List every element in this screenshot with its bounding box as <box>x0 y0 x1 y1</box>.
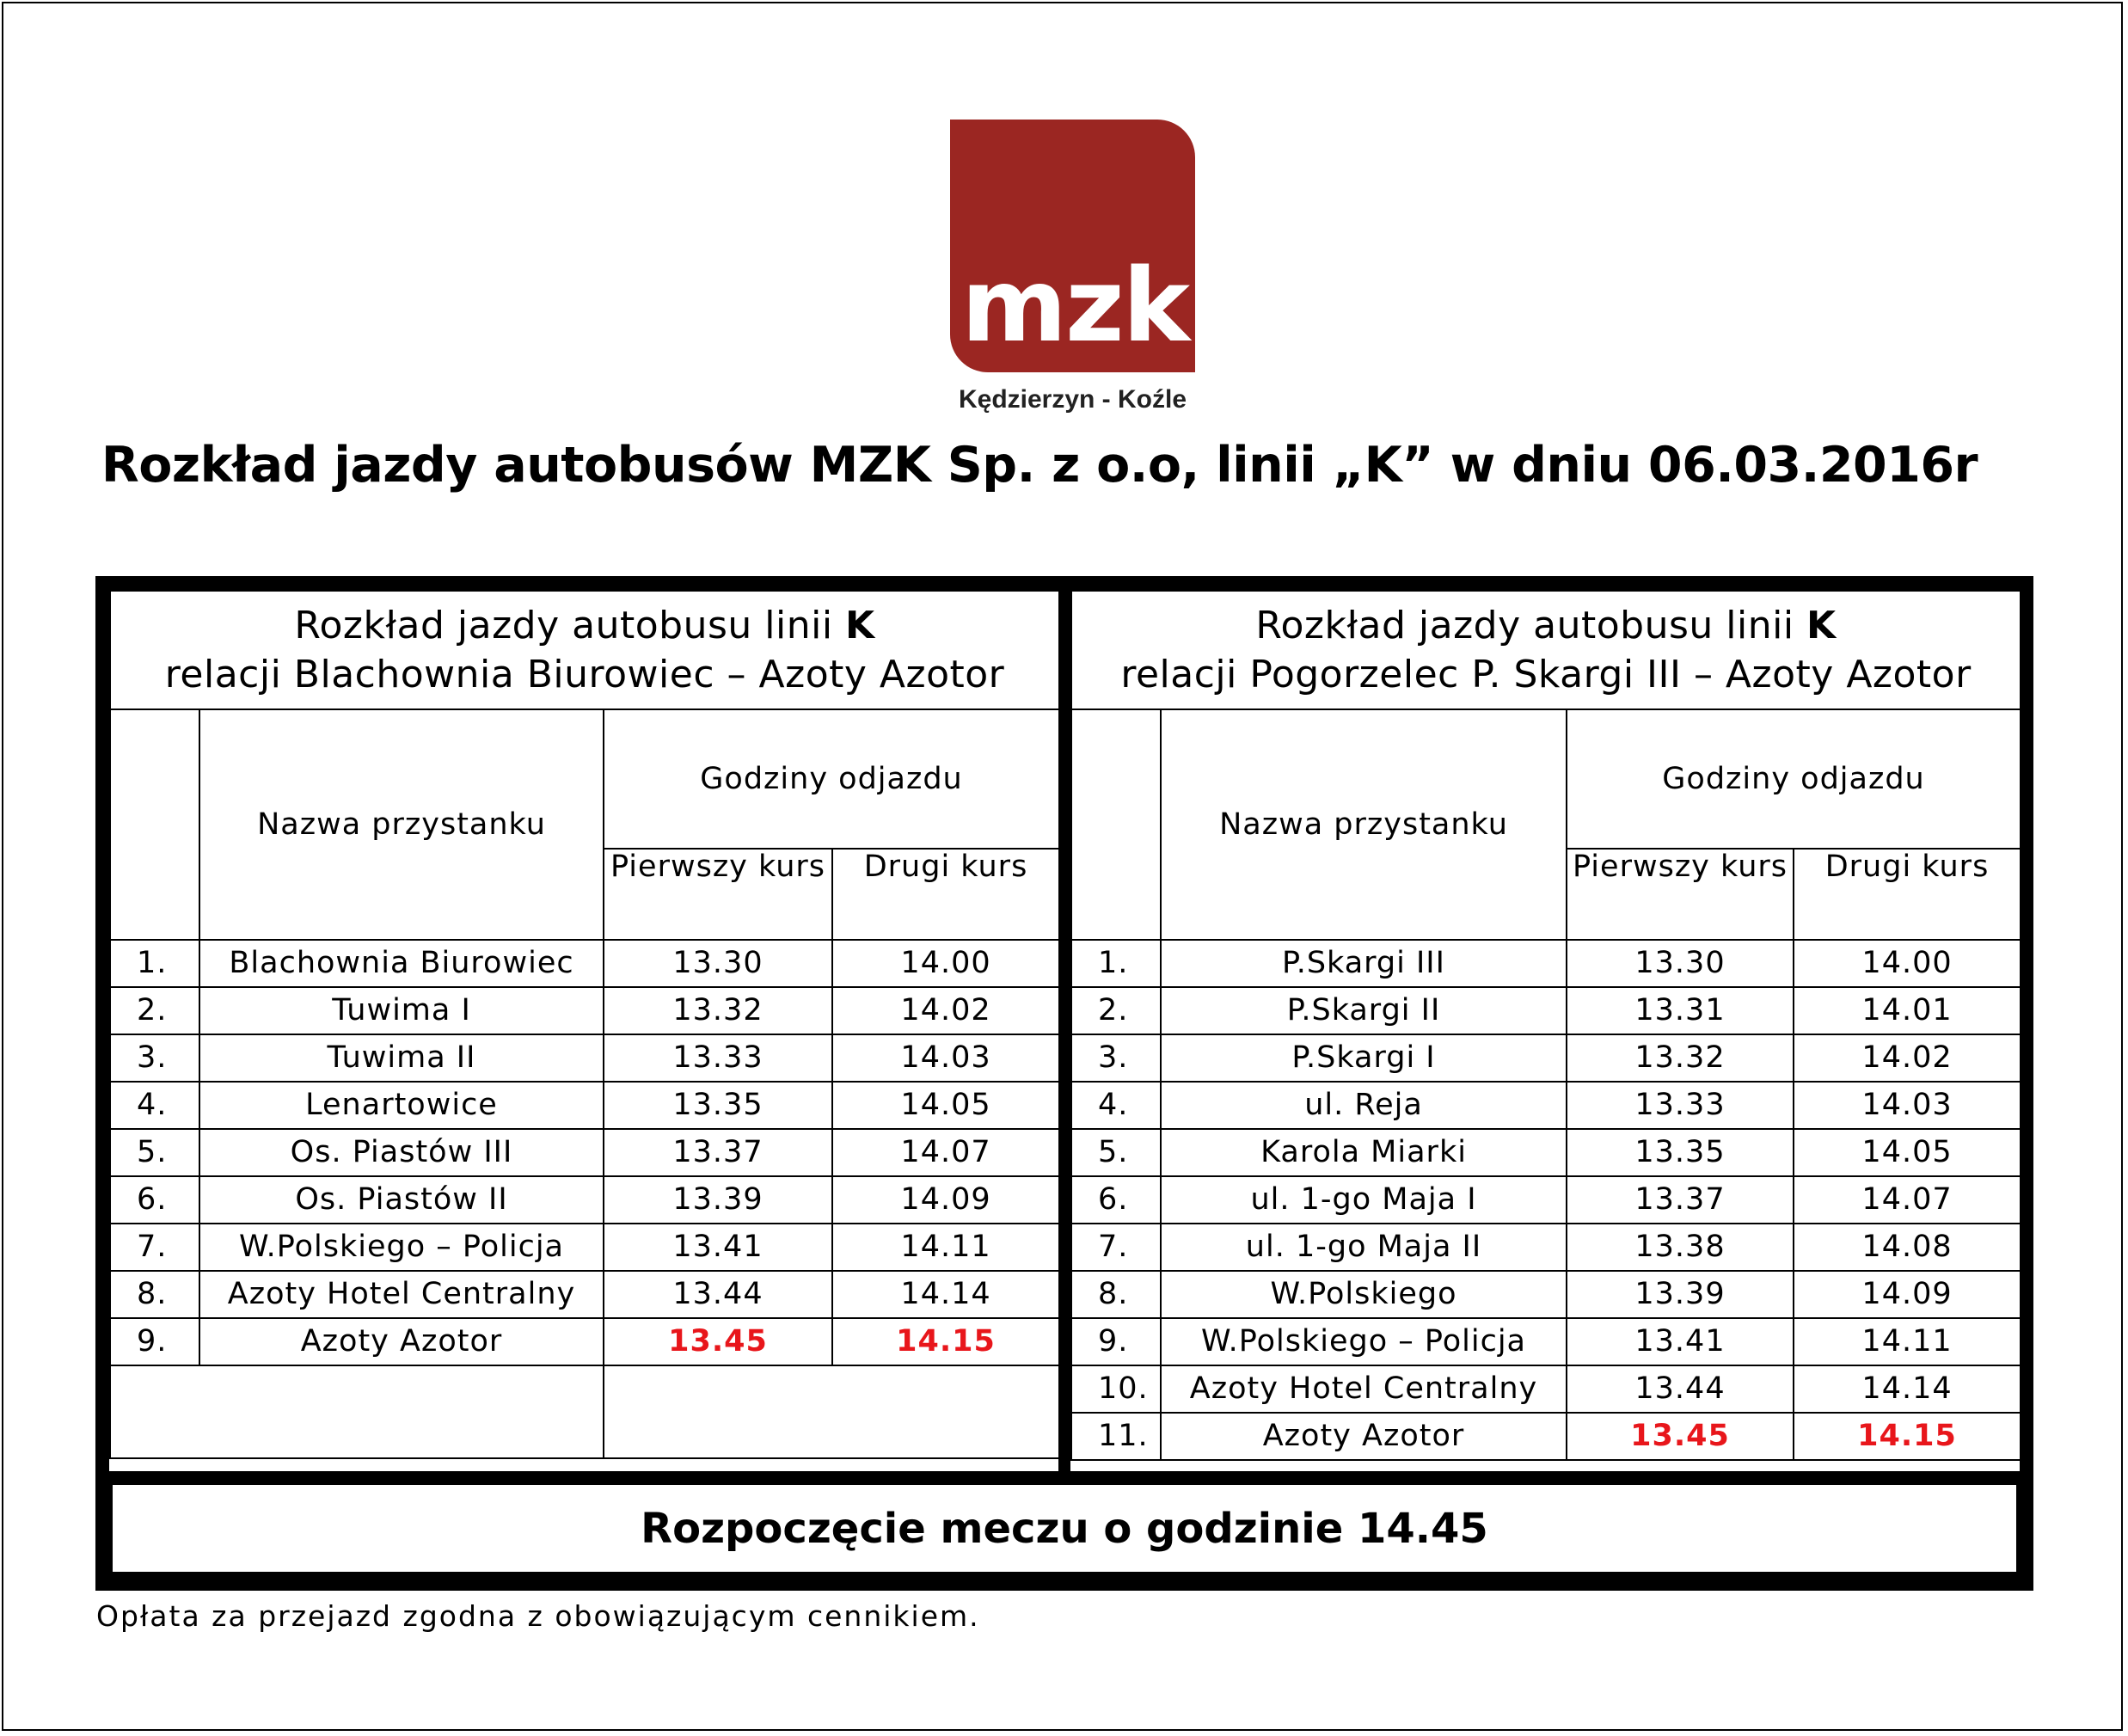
right-col-no <box>1071 709 1161 940</box>
first-departure: 13.35 <box>1567 1129 1794 1176</box>
first-departure: 13.31 <box>1567 987 1794 1034</box>
stop-name: ul. 1-go Maja II <box>1161 1224 1567 1271</box>
row-number: 6. <box>1071 1176 1161 1224</box>
first-departure: 13.45 <box>604 1318 832 1365</box>
row-number: 7. <box>1071 1224 1161 1271</box>
stop-name: Os. Piastów II <box>199 1176 604 1224</box>
stop-name: Azoty Hotel Centralny <box>1161 1365 1567 1413</box>
right-heading-line-letter: K <box>1806 603 1837 647</box>
left-col-second: Drugi kurs <box>832 849 1059 940</box>
stop-name: P.Skargi III <box>1161 940 1567 987</box>
first-departure: 13.39 <box>1567 1271 1794 1318</box>
first-departure: 13.32 <box>604 987 832 1034</box>
row-number: 5. <box>1071 1129 1161 1176</box>
table-row <box>110 987 1059 1034</box>
row-number: 3. <box>110 1034 199 1082</box>
first-departure: 13.44 <box>1567 1365 1794 1413</box>
second-departure: 14.03 <box>1794 1082 2021 1129</box>
stop-name: Blachownia Biurowiec <box>199 940 604 987</box>
first-departure: 13.37 <box>604 1129 832 1176</box>
table-row <box>1071 1271 2021 1318</box>
table-row <box>1071 1129 2021 1176</box>
row-number: 2. <box>110 987 199 1034</box>
second-departure: 14.05 <box>832 1082 1059 1129</box>
row-number: 8. <box>1071 1271 1161 1318</box>
second-departure: 14.08 <box>1794 1224 2021 1271</box>
row-number: 4. <box>110 1082 199 1129</box>
left-empty-cell-times <box>604 1365 1059 1458</box>
first-departure: 13.32 <box>1567 1034 1794 1082</box>
second-departure: 14.09 <box>832 1176 1059 1224</box>
second-departure: 14.07 <box>832 1129 1059 1176</box>
right-col-times: Godziny odjazdu <box>1567 709 2021 849</box>
left-col-no <box>110 709 199 940</box>
row-number: 5. <box>110 1129 199 1176</box>
first-departure: 13.45 <box>1567 1413 1794 1460</box>
first-departure: 13.33 <box>1567 1082 1794 1129</box>
stop-name: Tuwima I <box>199 987 604 1034</box>
logo-subtitle: Kędzierzyn - Koźle <box>958 385 1187 414</box>
table-row <box>110 1176 1059 1224</box>
stop-name: W.Polskiego – Policja <box>199 1224 604 1271</box>
table-row <box>1071 1082 2021 1129</box>
stop-name: ul. 1-go Maja I <box>1161 1176 1567 1224</box>
page-title: Rozkład jazdy autobusów MZK Sp. z o.o, linii „K” w dniu 06.03.2016r <box>101 437 1978 494</box>
left-heading-line-letter: K <box>845 603 875 647</box>
row-number: 1. <box>1071 940 1161 987</box>
second-departure: 14.00 <box>832 940 1059 987</box>
second-departure: 14.15 <box>1794 1413 2021 1460</box>
stop-name: Azoty Azotor <box>199 1318 604 1365</box>
row-number: 11. <box>1071 1413 1161 1460</box>
row-number: 1. <box>110 940 199 987</box>
row-number: 2. <box>1071 987 1161 1034</box>
second-departure: 14.07 <box>1794 1176 2021 1224</box>
second-departure: 14.03 <box>832 1034 1059 1082</box>
fare-note: Opłata za przejazd zgodna z obowiązującym cennikiem. <box>96 1599 980 1633</box>
row-number: 6. <box>110 1176 199 1224</box>
right-col-first: Pierwszy kurs <box>1567 849 1794 940</box>
right-schedule-table <box>1070 590 2021 1461</box>
stop-name: Lenartowice <box>199 1082 604 1129</box>
table-row <box>1071 1034 2021 1082</box>
stop-name: Karola Miarki <box>1161 1129 1567 1176</box>
second-departure: 14.11 <box>832 1224 1059 1271</box>
second-departure: 14.02 <box>832 987 1059 1034</box>
left-panel <box>109 590 1058 1471</box>
stop-name: Tuwima II <box>199 1034 604 1082</box>
right-heading-line2: relacji Pogorzelec P. Skargi III – Azoty Azotor <box>1120 653 1972 696</box>
first-departure: 13.30 <box>1567 940 1794 987</box>
second-departure: 14.09 <box>1794 1271 2021 1318</box>
row-number: 3. <box>1071 1034 1161 1082</box>
table-row <box>1071 1176 2021 1224</box>
left-heading <box>110 591 1059 709</box>
table-row <box>110 1082 1059 1129</box>
stop-name: Azoty Hotel Centralny <box>199 1271 604 1318</box>
row-number: 7. <box>110 1224 199 1271</box>
stop-name: W.Polskiego <box>1161 1271 1567 1318</box>
row-number: 9. <box>1071 1318 1161 1365</box>
table-row <box>1071 987 2021 1034</box>
first-departure: 13.37 <box>1567 1176 1794 1224</box>
table-row <box>1071 940 2021 987</box>
first-departure: 13.30 <box>604 940 832 987</box>
first-departure: 13.41 <box>604 1224 832 1271</box>
stop-name: P.Skargi I <box>1161 1034 1567 1082</box>
table-row <box>1071 1365 2021 1413</box>
stop-name: Os. Piastów III <box>199 1129 604 1176</box>
table-row <box>110 1034 1059 1082</box>
first-departure: 13.33 <box>604 1034 832 1082</box>
second-departure: 14.05 <box>1794 1129 2021 1176</box>
left-col-times: Godziny odjazdu <box>604 709 1059 849</box>
first-departure: 13.35 <box>604 1082 832 1129</box>
table-row <box>110 1318 1059 1365</box>
second-departure: 14.11 <box>1794 1318 2021 1365</box>
match-start-banner: Rozpoczęcie meczu o godzinie 14.45 <box>111 1483 2018 1573</box>
left-col-first: Pierwszy kurs <box>604 849 832 940</box>
row-number: 10. <box>1071 1365 1161 1413</box>
second-departure: 14.01 <box>1794 987 2021 1034</box>
right-panel <box>1070 590 2020 1471</box>
first-departure: 13.38 <box>1567 1224 1794 1271</box>
right-heading-line1: Rozkład jazdy autobusu linii <box>1255 603 1807 647</box>
schedule-frame <box>95 576 2033 1591</box>
row-number: 8. <box>110 1271 199 1318</box>
stop-name: P.Skargi II <box>1161 987 1567 1034</box>
second-departure: 14.02 <box>1794 1034 2021 1082</box>
table-row <box>1071 1318 2021 1365</box>
logo-text: mzk <box>961 246 1189 365</box>
first-departure: 13.41 <box>1567 1318 1794 1365</box>
second-departure: 14.14 <box>1794 1365 2021 1413</box>
second-departure: 14.14 <box>832 1271 1059 1318</box>
first-departure: 13.44 <box>604 1271 832 1318</box>
table-row <box>1071 1224 2021 1271</box>
left-heading-line2: relacji Blachownia Biurowiec – Azoty Azotor <box>164 653 1005 696</box>
stop-name: W.Polskiego – Policja <box>1161 1318 1567 1365</box>
first-departure: 13.39 <box>604 1176 832 1224</box>
stop-name: Azoty Azotor <box>1161 1413 1567 1460</box>
left-schedule-table <box>109 590 1060 1459</box>
row-number: 9. <box>110 1318 199 1365</box>
right-col-second: Drugi kurs <box>1794 849 2021 940</box>
second-departure: 14.15 <box>832 1318 1059 1365</box>
table-row <box>110 1129 1059 1176</box>
second-departure: 14.00 <box>1794 940 2021 987</box>
left-col-stop: Nazwa przystanku <box>199 709 604 940</box>
left-heading-line1: Rozkład jazdy autobusu linii <box>294 603 846 647</box>
right-col-stop: Nazwa przystanku <box>1161 709 1567 940</box>
table-row <box>110 940 1059 987</box>
table-row <box>110 1224 1059 1271</box>
table-row <box>110 1271 1059 1318</box>
stop-name: ul. Reja <box>1161 1082 1567 1129</box>
left-empty-cell <box>110 1365 604 1458</box>
row-number: 4. <box>1071 1082 1161 1129</box>
table-row <box>1071 1413 2021 1460</box>
right-heading <box>1071 591 2021 709</box>
